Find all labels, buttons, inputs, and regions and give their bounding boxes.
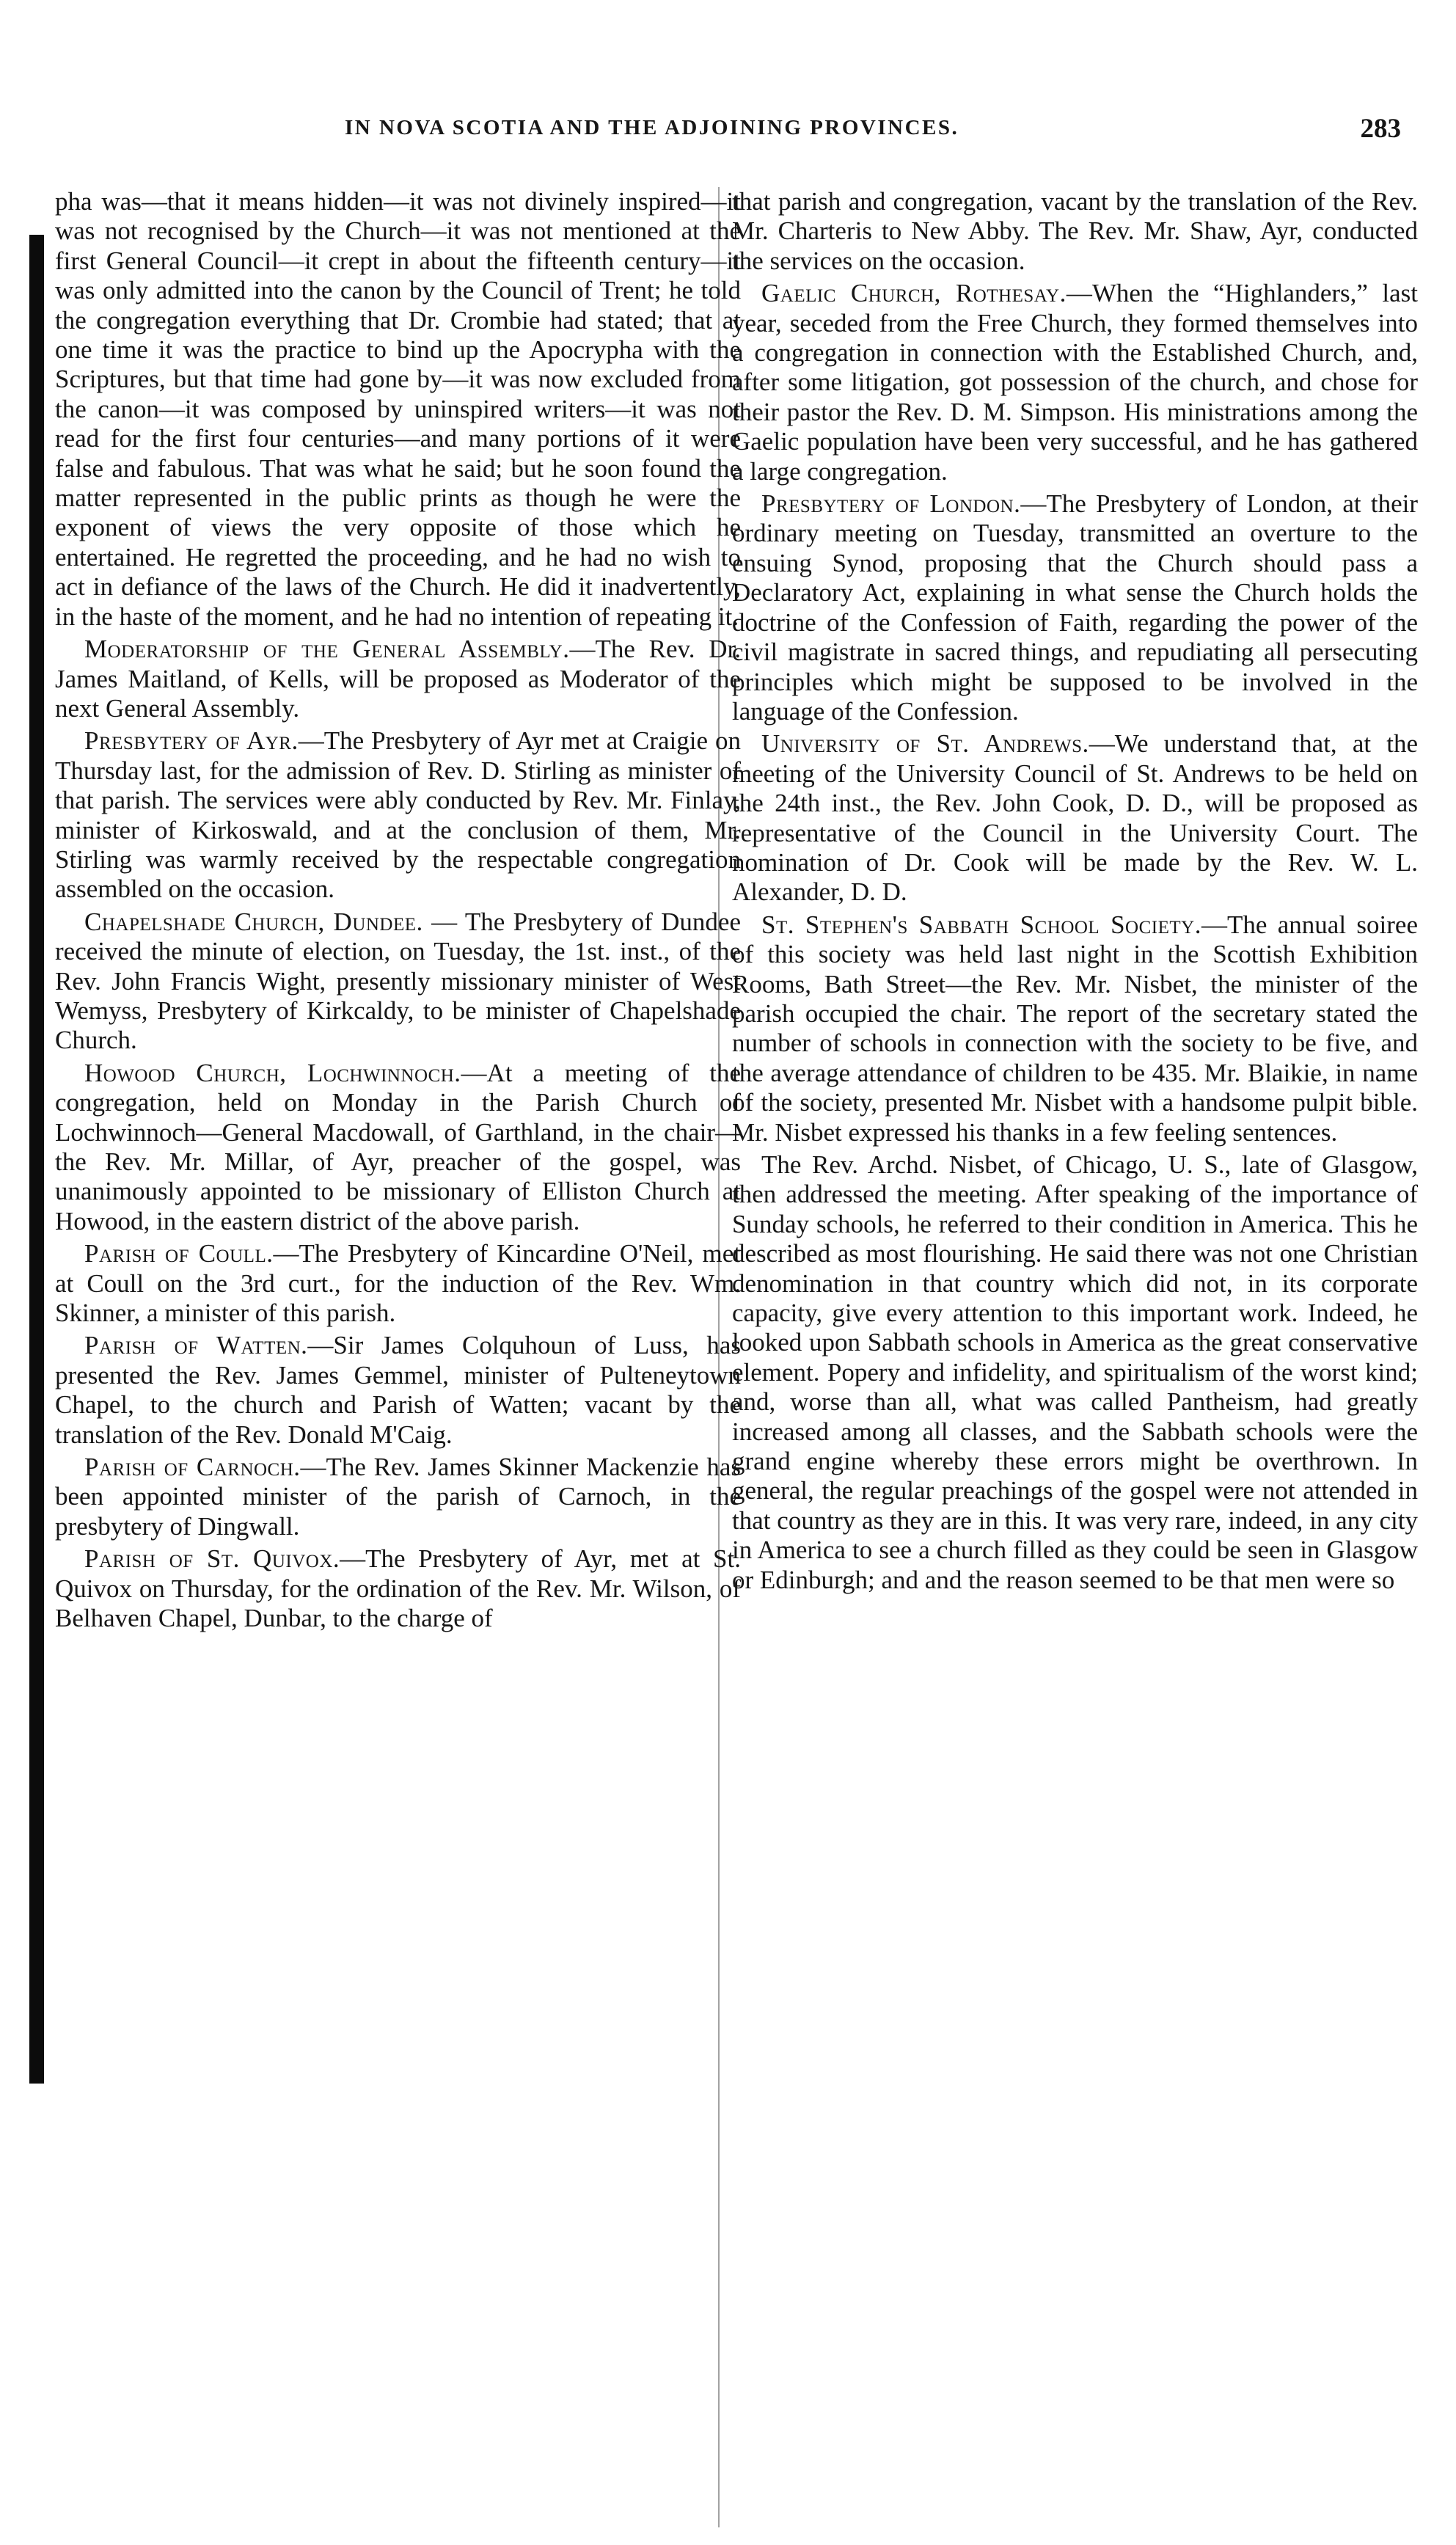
article-paragraph: Parish of Coull.—The Presbytery of Kincardine O'Neil, met at Coull on the 3rd curt., for the induction of the Rev. Wm. Skinner, a minister of this parish. (55, 1239, 741, 1328)
running-title: IN NOVA SCOTIA AND THE ADJOINING PROVINCES. (345, 116, 959, 139)
article-paragraph: Presbytery of London.—The Presbytery of London, at their ordinary meeting on Tuesday, transmitted an overture to the ensuing Synod, proposing that the Church should pass a Declaratory Act, explaining in what sense the Church holds the doctrine of the Confession of Faith, regarding the power of the civil magistrate in sacred things, and repudiating all persecuting principles which might be supposed to be involved in the language of the Confession. (732, 489, 1418, 726)
right-column (732, 187, 1418, 2527)
article-paragraph: University of St. Andrews.—We understand that, at the meeting of the University Council of St. Andrews to be held on the 24th inst., the Rev. John Cook, D. D., will be proposed as representative of the Council in the University Court. The nomination of Dr. Cook will be made by the Rev. W. L. Alexander, D. D. (732, 729, 1418, 907)
article-heading: Chapelshade Church, Dundee. (84, 907, 423, 936)
article-heading: Presbytery of Ayr. (84, 726, 299, 756)
article-paragraph: The Rev. Archd. Nisbet, of Chicago, U. S., late of Glasgow, then addressed the meeting. After speaking of the importance of Sunday schools, he referred to their condition in America. This he described as most flourishing. He said there was not one Christian denomination in that country which did not, in its corporate capacity, give every attention to this important work. Indeed, he looked upon Sabbath schools in America as the great conservative element. Popery and infidelity, and spiritualism of the worst kind; and, worse than all, what was called Pantheism, had greatly increased among all classes, and the Sabbath schools were the grand engine whereby these errors might be overthrown. In general, the regular preachings of the gospel were not attended in that country as they are in this. It was very rare, indeed, in any city in America to see a church filled as they could be seen in Glasgow or Edinburgh; and and the reason seemed to be that men were so (732, 1150, 1418, 1594)
article-paragraph: Moderatorship of the General Assembly.—The Rev. Dr. James Maitland, of Kells, will be proposed as Moderator of the next General Assembly. (55, 635, 741, 723)
article-paragraph: Parish of Watten.—Sir James Colquhoun of Luss, has presented the Rev. James Gemmel, minister of Pulteneytown Chapel, to the church and Parish of Watten; vacant by the translation of the Rev. Donald M'Caig. (55, 1331, 741, 1449)
article-paragraph: Presbytery of Ayr.—The Presbytery of Ayr met at Craigie on Thursday last, for the admission of Rev. D. Stirling as minister of that parish. The services were ably conducted by Rev. Mr. Finlay, minister of Kirkoswald, and at the conclusion of them, Mr. Stirling was warmly received by the respectable congregation assembled on the occasion. (55, 726, 741, 904)
article-heading: Parish of Coull. (84, 1239, 274, 1268)
article-heading: Parish of Carnoch. (84, 1453, 301, 1482)
page-header (345, 116, 1401, 153)
article-paragraph: Howood Church, Lochwinnoch.—At a meeting of the congregation, held on Monday in the Parish Church of Lochwinnoch—General Macdowall, of Garthland, in the chair—the Rev. Mr. Millar, of Ayr, preacher of the gospel, was unanimously appointed to be missionary of Elliston Church at Howood, in the eastern district of the above parish. (55, 1058, 741, 1235)
article-heading: University of St. Andrews. (761, 729, 1089, 759)
page-number: 283 (1360, 114, 1401, 144)
article-heading: Parish of St. Quivox. (84, 1544, 340, 1574)
article-heading: St. Stephen's Sabbath School Society. (761, 910, 1201, 939)
article-heading: Howood Church, Lochwinnoch. (84, 1058, 461, 1087)
article-paragraph: Parish of St. Quivox.—The Presbytery of Ayr, met at St. Quivox on Thursday, for the ordination of the Rev. Mr. Wilson, of Belhaven Chapel, Dunbar, to the charge of (55, 1544, 741, 1633)
article-heading: Moderatorship of the General Assembly. (84, 635, 570, 664)
article-paragraph: that parish and congregation, vacant by the translation of the Rev. Mr. Charteris to New Abby. The Rev. Mr. Shaw, Ayr, conducted the services on the occasion. (732, 187, 1418, 275)
article-paragraph: Parish of Carnoch.—The Rev. James Skinner Mackenzie has been appointed minister of the parish of Carnoch, in the presbytery of Dingwall. (55, 1453, 741, 1541)
article-paragraph: pha was—that it means hidden—it was not divinely inspired—it was not recognised by the Church—it was not mentioned at the first General Council—it crept in about the fifteenth century—it was only admitted into the canon by the Council of Trent; he told the congregation everything that Dr. Crombie had stated; that at one time it was the practice to bind up the Apocrypha with the Scriptures, but that time had gone by—it was now excluded from the canon—it was composed by uninspired writers—it was not read for the first four centuries—and many portions of it were false and fabulous. That was what he said; but he soon found the matter represented in the public prints as though he were the exponent of views the very opposite of those which he entertained. He regretted the proceeding, and he had no wish to act in defiance of the laws of the Church. He did it inadvertently, in the haste of the moment, and he had no intention of repeating it. (55, 187, 741, 631)
article-paragraph: Chapelshade Church, Dundee. — The Presbytery of Dundee received the minute of election, on Tuesday, the 1st. inst., of the Rev. John Francis Wight, presently missionary minister of West Wemyss, Presbytery of Kirkcaldy, to be minister of Chapelshade Church. (55, 907, 741, 1055)
article-paragraph: St. Stephen's Sabbath School Society.—The annual soiree of this society was held last night in the Scottish Exhibition Rooms, Bath Street—the Rev. Mr. Nisbet, the minister of the parish occupied the chair. The report of the secretary stated the number of schools in connection with the society to be five, and the average attendance of children to be 435. Mr. Blaikie, in name of the society, presented Mr. Nisbet with a handsome pulpit bible. Mr. Nisbet expressed his thanks in a few feeling sentences. (732, 910, 1418, 1147)
article-heading: Presbytery of London. (761, 489, 1021, 519)
article-paragraph: Gaelic Church, Rothesay.—When the “Highlanders,” last year, seceded from the Free Church, they formed themselves into a congregation in connection with the Established Church, and, after some litigation, got possession of the church, and chose for their pastor the Rev. D. M. Simpson. His ministrations among the Gaelic population have been very successful, and he has gathered a large congregation. (732, 279, 1418, 486)
left-column (55, 187, 741, 2527)
article-heading: Gaelic Church, Rothesay. (761, 279, 1067, 308)
binding-edge-bar (29, 235, 44, 2084)
article-heading: Parish of Watten. (84, 1331, 308, 1360)
